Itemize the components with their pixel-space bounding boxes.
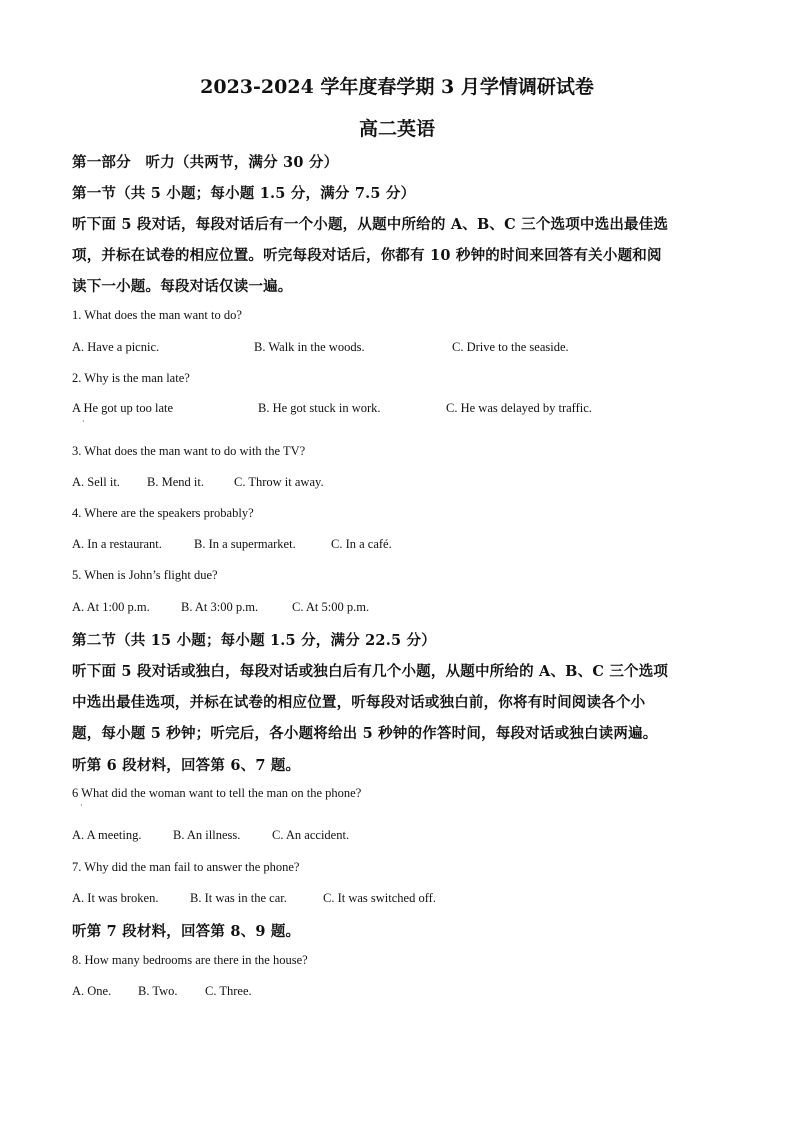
question-8-option-a: A. One.: [72, 984, 112, 998]
material-6-heading: 听第 6 段材料，回答第 6、7 题。: [72, 757, 301, 774]
question-4-option-a: A. In a restaurant.: [72, 537, 162, 551]
question-5-option-a: A. At 1:00 p.m.: [72, 600, 150, 614]
question-8-option-c: C. Three.: [205, 984, 252, 998]
question-6-option-b: B. An illness.: [173, 828, 241, 842]
question-4-option-b: B. In a supermarket.: [194, 537, 296, 551]
question-3-option-a: A. Sell it.: [72, 475, 120, 489]
question-3-option-c: C. Throw it away.: [234, 475, 324, 489]
question-5-option-b: B. At 3:00 p.m.: [181, 600, 259, 614]
question-2-option-b: B. He got stuck in work.: [258, 401, 381, 415]
question-6-option-c: C. An accident.: [272, 828, 350, 842]
question-7-option-b: B. It was in the car.: [190, 891, 287, 905]
exam-title: 2023-2024 学年度春学期 3 月学情调研试卷: [200, 76, 594, 98]
question-1-option-c: C. Drive to the seaside.: [452, 340, 569, 354]
question-2-option-a: A He got up too late: [72, 401, 174, 415]
section1-instruction-line2: 项，并标在试卷的相应位置。听完每段对话后，你都有 10 秒钟的时间来回答有关小题和阅: [72, 247, 662, 264]
question-2-stem: 2. Why is the man late?: [72, 371, 190, 385]
question-2-option-c: C. He was delayed by traffic.: [446, 401, 592, 415]
dot-mark: ·: [80, 801, 83, 810]
section2-instruction-line2: 中选出最佳选项，并标在试卷的相应位置，听每段对话或独白前，你将有时间阅读各个小: [72, 694, 646, 711]
question-3-stem: 3. What does the man want to do with the TV?: [72, 444, 306, 458]
section2-instruction-line1: 听下面 5 段对话或独白，每段对话或独白后有几个小题，从题中所给的 A、B、C 三个选项: [72, 663, 669, 680]
question-1-option-b: B. Walk in the woods.: [254, 340, 365, 354]
section1-instruction-line1: 听下面 5 段对话，每段对话后有一个小题，从题中所给的 A、B、C 三个选项中选出最佳选: [72, 216, 669, 233]
section1-instruction-line3: 读下一小题。每段对话仅读一遍。: [72, 278, 293, 295]
question-6-option-a: A. A meeting.: [72, 828, 142, 842]
section2-instruction-line3: 题，每小题 5 秒钟；听完后，各小题将给出 5 秒钟的作答时间，每段对话或独白读两遍。: [72, 725, 658, 742]
question-7-stem: 7. Why did the man fail to answer the phone?: [72, 860, 300, 874]
question-4-option-c: C. In a café.: [331, 537, 392, 551]
exam-subtitle: 高二英语: [358, 118, 435, 140]
part1-heading: 第一部分 听力（共两节，满分 30 分）: [72, 154, 339, 171]
question-5-option-c: C. At 5:00 p.m.: [292, 600, 370, 614]
question-6-stem: 6 What did the woman want to tell the man on the phone?: [72, 786, 362, 800]
material-7-heading: 听第 7 段材料，回答第 8、9 题。: [72, 923, 301, 940]
question-5-stem: 5. When is John’s flight due?: [72, 568, 218, 582]
question-7-option-a: A. It was broken.: [72, 891, 159, 905]
question-8-option-b: B. Two.: [138, 984, 178, 998]
question-1-option-a: A. Have a picnic.: [72, 340, 160, 354]
question-4-stem: 4. Where are the speakers probably?: [72, 506, 254, 520]
question-8-stem: 8. How many bedrooms are there in the house?: [72, 953, 308, 967]
question-3-option-b: B. Mend it.: [147, 475, 204, 489]
section2-heading: 第二节（共 15 小题；每小题 1.5 分，满分 22.5 分）: [72, 632, 436, 649]
question-7-option-c: C. It was switched off.: [323, 891, 436, 905]
dot-mark: ·: [82, 417, 85, 426]
question-1-stem: 1. What does the man want to do?: [72, 308, 242, 322]
section1-heading: 第一节（共 5 小题；每小题 1.5 分，满分 7.5 分）: [72, 185, 416, 202]
